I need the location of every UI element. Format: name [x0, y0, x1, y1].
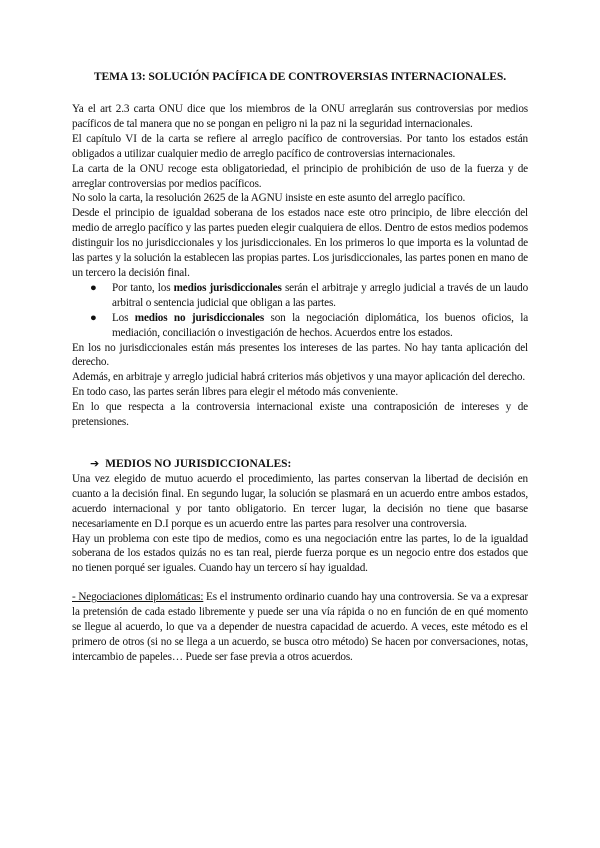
arrow-right-icon: ➔ [90, 456, 100, 470]
negociaciones-paragraph [72, 590, 528, 665]
negociaciones-text: Es el instrumento ordinario cuando hay una controversia. Se va a expresar la pretensión de cada estado libremente y puede ser una vía rápida o no en función de en qué momento se llegue al acuerdo, lo que va a depender de nuestra capacidad de acuerdo. A veces, este método es el primero de otros (si no se llega a un acuerdo, se busca otro método) Se hacen por conversaciones, notas, intercambio de papeles… Puede ser fase previa a otros acuerdos. [72, 591, 528, 663]
bullet-bold-term: medios no jurisdiccionales [134, 311, 265, 324]
spacer [72, 576, 528, 590]
section-paragraph: Hay un problema con este tipo de medios, como es una negociación entre las partes, lo de la igualdad soberana de los estados quizás no es tan real, pierde fuerza porque es un negocio entre dos estados que no tienen porqué ser iguales. Cuando hay un tercero sí hay igualdad. [72, 532, 528, 575]
body-paragraph: En todo caso, las partes serán libres para elegir el método más conveniente. [72, 386, 398, 399]
bullet-item [90, 311, 529, 341]
bullet-text: Los [112, 311, 135, 324]
section-paragraph: Una vez elegido de mutuo acuerdo el procedimiento, las partes conservan la libertad de decisión en cuanto a la decisión final. En segundo lugar, la solución se plasmará en un acuerdo entre ambos estados, acuerdo internacional y por tanto obligatorio. En tercer lugar, la decisión no tiene que basarse necesariamente en D.I porque es un acuerdo entre las partes para resolver una controversia. [72, 472, 528, 530]
section-heading [72, 456, 528, 472]
body-paragraph: En los no jurisdiccionales están más presentes los intereses de las partes. No hay tanta aplicación del derecho. [72, 341, 528, 369]
intro-paragraph: El capítulo VI de la carta se refiere al arreglo pacífico de controversias. Por tanto los estados están obligados a utilizar cualquier medio de arreglo pacífico de controversias internacionales. [72, 132, 528, 160]
bullet-text: serán el arbitraje y arreglo judicial a través de un laudo arbitral o sentencia judicial que obligan a las partes. [112, 281, 529, 309]
intro-paragraph: No solo la carta, la resolución 2625 de la AGNU insiste en este asunto del arreglo pacífico. [72, 192, 466, 205]
body-paragraph: En lo que respecta a la controversia internacional existe una contraposición de intereses y de pretensiones. [72, 401, 528, 429]
bullet-item [90, 281, 529, 311]
document-body [72, 70, 528, 665]
intro-paragraph: La carta de la ONU recoge esta obligatoriedad, el principio de prohibición de uso de la fuerza y de arreglar controversias por medios pacíficos. [72, 162, 528, 190]
bullet-dot-icon: ● [90, 311, 97, 324]
intro-paragraph: Desde el principio de igualdad soberana de los estados nace este otro principio, de libre elección del medio de arreglo pacífico y las partes pueden elegir cualquiera de ellos. Dentro de estos medios podemos distinguir los no jurisdiccionales y los jurisdiccionales. En los primeros lo que importa es la voluntad de las partes y la solución la establecen las propias partes. Los jurisdiccionales, las partes ponen en mano de un tercero la decisión final. [72, 207, 528, 279]
bullet-dot-icon: ● [90, 281, 97, 294]
negociaciones-label: - Negociaciones diplomáticas: [72, 591, 204, 604]
section-heading-text: MEDIOS NO JURISDICCIONALES: [105, 457, 292, 470]
body-paragraph: Además, en arbitraje y arreglo judicial habrá criterios más objetivos y una mayor aplicación del derecho. [72, 371, 526, 384]
bullet-text: son la negociación diplomática, los buenos oficios, la mediación, conciliación o investigación de hechos. Acuerdos entre los estados. [112, 311, 529, 339]
bullet-bold-term: medios jurisdiccionales [173, 281, 282, 294]
bullet-text: Por tanto, los [112, 281, 174, 294]
intro-paragraph: Ya el art 2.3 carta ONU dice que los miembros de la ONU arreglarán sus controversias por medios pacíficos de tal manera que no se pongan en peligro ni la paz ni la seguridad internacionales. [72, 103, 528, 130]
document-title: TEMA 13: SOLUCIÓN PACÍFICA DE CONTROVERSIAS INTERNACIONALES. [93, 70, 507, 83]
bullet-list [72, 281, 528, 341]
